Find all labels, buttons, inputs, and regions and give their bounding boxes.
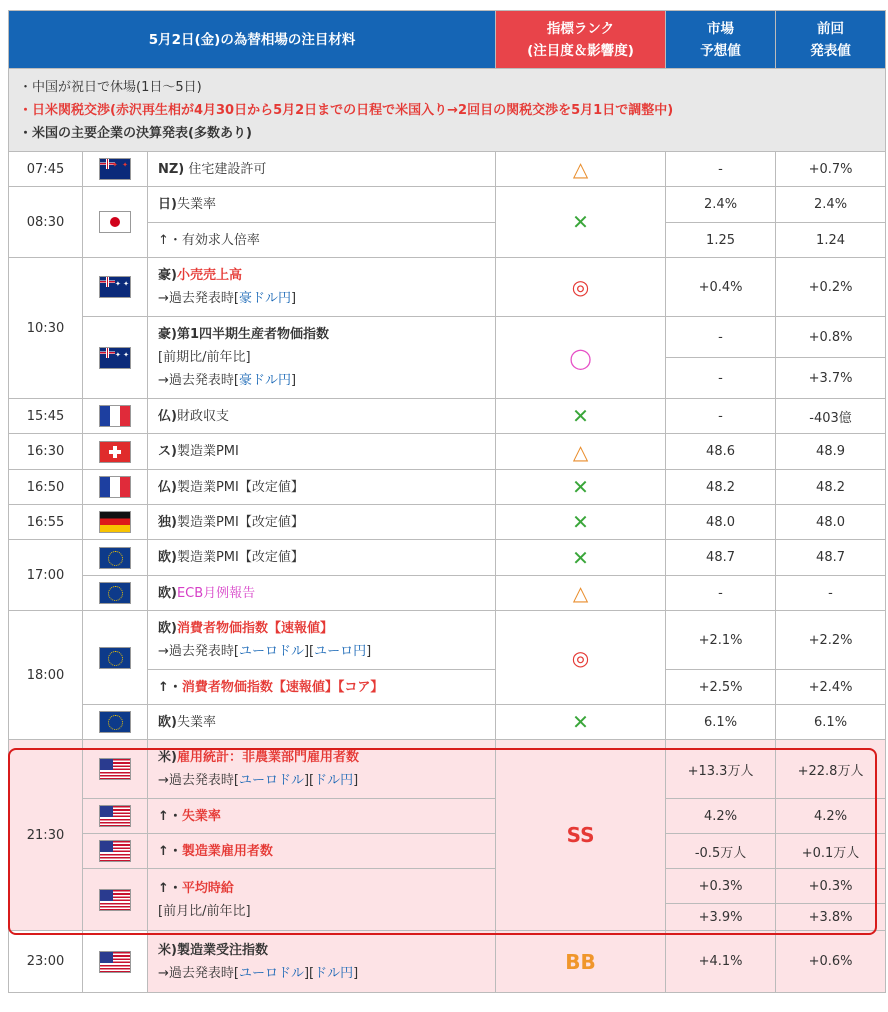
previous-value: +3.8% [776, 904, 886, 931]
indicator-name: 米)雇用統計：非農業部門雇用者数 →過去発表時[ユーロドル][ドル円] [148, 740, 496, 799]
indicator-name: ス)製造業PMI [148, 434, 496, 470]
indicator-name: ↑・製造業雇用者数 [148, 834, 496, 869]
forecast-value: +13.3万人 [666, 740, 776, 799]
table-row [9, 152, 886, 187]
rank-cross-icon: ✕ [496, 540, 666, 576]
table-row [9, 540, 886, 576]
rank-badge-ss: SS [496, 740, 666, 931]
forecast-value: +4.1% [666, 931, 776, 993]
table-row [9, 576, 886, 611]
table-row [9, 869, 886, 904]
rank-badge-bb: BB [496, 931, 666, 993]
table-title: 5月2日(金)の為替相場の注目材料 [9, 11, 496, 69]
previous-value: +0.3% [776, 869, 886, 904]
eu-flag-icon [100, 648, 130, 668]
indicator-name: 欧)ECB月例報告 [148, 576, 496, 611]
time-cell: 16:50 [9, 470, 83, 505]
audjpy-link[interactable]: 豪ドル円 [238, 373, 291, 388]
eurusd-link[interactable]: ユーロドル [238, 965, 304, 981]
previous-value: 4.2% [776, 799, 886, 834]
indicator-name: 欧)失業率 [148, 705, 496, 740]
eu-flag-icon [100, 583, 130, 603]
indicator-name: 欧)消費者物価指数【速報値】 →過去発表時[ユーロドル][ユーロ円] [148, 611, 496, 670]
indicator-name: 欧)製造業PMI【改定値】 [148, 540, 496, 576]
indicator-name: 米)製造業受注指数 →過去発表時[ユーロドル][ドル円] [148, 931, 496, 993]
previous-value: +22.8万人 [776, 740, 886, 799]
table-row [9, 434, 886, 470]
previous-value: 48.9 [776, 434, 886, 470]
table-row [9, 799, 886, 834]
switzerland-flag-icon [100, 442, 130, 462]
time-cell: 08:30 [9, 187, 83, 258]
rank-triangle-icon: △ [496, 576, 666, 611]
france-flag-icon [100, 477, 130, 497]
forecast-value: 48.7 [666, 540, 776, 576]
table-row [9, 470, 886, 505]
usdjpy-link[interactable]: ドル円 [314, 773, 354, 788]
note-tariff: ・日米関税交渉(赤沢再生相が4月30日から5月2日までの日程で米国入り→2回目の関税交渉を5月1日で調整中) [19, 102, 674, 118]
previous-value: - [776, 576, 886, 611]
time-cell: 10:30 [9, 258, 83, 399]
indicator-name: 仏)財政収支 [148, 399, 496, 434]
note-earnings: ・米国の主要企業の決算発表(多数あり) [19, 125, 252, 141]
table-row [9, 187, 886, 223]
rank-cross-icon: ✕ [496, 705, 666, 740]
previous-value: +0.8% [776, 317, 886, 358]
time-cell: 16:55 [9, 505, 83, 540]
previous-header: 前回 発表値 [776, 11, 886, 69]
rank-header: 指標ランク (注目度＆影響度) [496, 11, 666, 69]
usdjpy-link[interactable]: ドル円 [314, 965, 354, 981]
table-row [9, 705, 886, 740]
time-cell: 16:30 [9, 434, 83, 470]
eu-flag-icon [100, 548, 130, 568]
indicator-name: 独)製造業PMI【改定値】 [148, 505, 496, 540]
notes-box [9, 69, 886, 152]
header-row [9, 11, 886, 69]
indicator-name: ↑・平均時給 [前月比/前年比] [148, 869, 496, 931]
forecast-value: 48.2 [666, 470, 776, 505]
previous-value: +0.2% [776, 258, 886, 317]
previous-value: 48.0 [776, 505, 886, 540]
forecast-value: +0.4% [666, 258, 776, 317]
previous-value: -403億 [776, 399, 886, 434]
rank-cross-icon: ✕ [496, 187, 666, 258]
us-flag-icon [100, 952, 130, 972]
previous-value: 1.24 [776, 223, 886, 258]
us-flag-icon [100, 890, 130, 910]
rank-cross-icon: ✕ [496, 505, 666, 540]
indicator-name: ↑・失業率 [148, 799, 496, 834]
table-row [9, 740, 886, 799]
previous-value: +0.1万人 [776, 834, 886, 869]
forecast-value: +3.9% [666, 904, 776, 931]
forecast-header: 市場 予想値 [666, 11, 776, 69]
forecast-value: 2.4% [666, 187, 776, 223]
previous-value: 48.2 [776, 470, 886, 505]
rank-double-circle-icon: ◎ [496, 611, 666, 705]
time-cell: 07:45 [9, 152, 83, 187]
time-cell: 15:45 [9, 399, 83, 434]
forecast-value: -0.5万人 [666, 834, 776, 869]
indicator-name: ↑・消費者物価指数【速報値】【コア】 [148, 670, 496, 705]
eurjpy-link[interactable]: ユーロ円 [314, 644, 367, 659]
previous-value: +3.7% [776, 358, 886, 399]
previous-value: 2.4% [776, 187, 886, 223]
germany-flag-icon [100, 512, 130, 532]
time-cell: 17:00 [9, 540, 83, 611]
economic-calendar-table [8, 10, 886, 993]
japan-flag-icon [100, 212, 130, 232]
previous-value: 6.1% [776, 705, 886, 740]
rank-cross-icon: ✕ [496, 399, 666, 434]
forecast-value: +0.3% [666, 869, 776, 904]
time-cell: 18:00 [9, 611, 83, 740]
audjpy-link[interactable]: 豪ドル円 [238, 291, 291, 306]
previous-value: +0.6% [776, 931, 886, 993]
forecast-value: 48.6 [666, 434, 776, 470]
rank-cross-icon: ✕ [496, 470, 666, 505]
forecast-value: +2.5% [666, 670, 776, 705]
time-cell: 23:00 [9, 931, 83, 993]
france-flag-icon [100, 406, 130, 426]
forecast-value: 48.0 [666, 505, 776, 540]
indicator-name: ↑・有効求人倍率 [148, 223, 496, 258]
us-flag-icon [100, 841, 130, 861]
forecast-value: - [666, 152, 776, 187]
forecast-value: - [666, 399, 776, 434]
forecast-value: - [666, 317, 776, 358]
rank-circle-icon: ◯ [496, 317, 666, 399]
us-flag-icon [100, 759, 130, 779]
previous-value: +2.2% [776, 611, 886, 670]
nz-flag-icon [100, 159, 130, 179]
forecast-value: 1.25 [666, 223, 776, 258]
rank-triangle-icon: △ [496, 152, 666, 187]
notes-row [9, 69, 886, 152]
forecast-value: 6.1% [666, 705, 776, 740]
indicator-name: 日)失業率 [148, 187, 496, 223]
eurusd-link[interactable]: ユーロドル [238, 644, 304, 659]
note-holiday: ・中国が祝日で休場(1日～5日) [19, 79, 202, 95]
previous-value: +0.7% [776, 152, 886, 187]
australia-flag-icon [100, 348, 130, 368]
forecast-value: - [666, 576, 776, 611]
time-cell: 21:30 [9, 740, 83, 931]
forecast-value: +2.1% [666, 611, 776, 670]
ecb-report-link[interactable]: ECB月例報告 [176, 585, 256, 601]
forecast-value: - [666, 358, 776, 399]
indicator-name: 豪)第1四半期生産者物価指数 [前期比/前年比] →過去発表時[豪ドル円] [148, 317, 496, 399]
rank-double-circle-icon: ◎ [496, 258, 666, 317]
table-row [9, 258, 886, 317]
forecast-value: 4.2% [666, 799, 776, 834]
table-row [9, 505, 886, 540]
eu-flag-icon [100, 712, 130, 732]
table-row [9, 399, 886, 434]
indicator-name: 豪)小売売上高 →過去発表時[豪ドル円] [148, 258, 496, 317]
previous-value: 48.7 [776, 540, 886, 576]
indicator-name: NZ) 住宅建設許可 [148, 152, 496, 187]
us-flag-icon [100, 806, 130, 826]
previous-value: +2.4% [776, 670, 886, 705]
table-row [9, 931, 886, 993]
table-row [9, 611, 886, 670]
eurusd-link[interactable]: ユーロドル [238, 773, 304, 788]
table-row [9, 317, 886, 358]
table-row [9, 834, 886, 869]
australia-flag-icon [100, 277, 130, 297]
indicator-name: 仏)製造業PMI【改定値】 [148, 470, 496, 505]
rank-triangle-icon: △ [496, 434, 666, 470]
